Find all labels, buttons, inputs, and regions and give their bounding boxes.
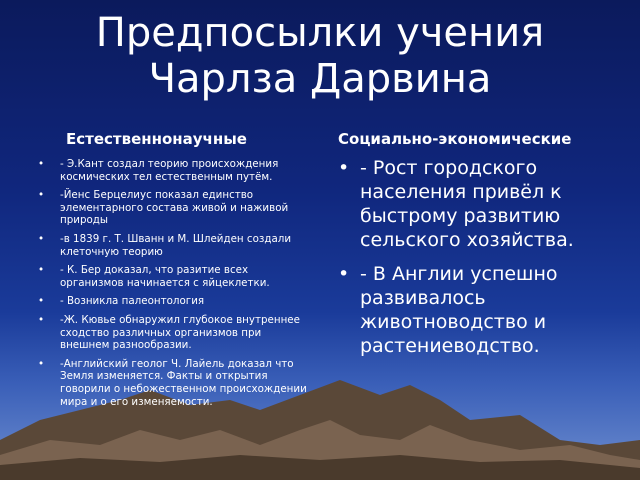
left-bullet-list — [38, 158, 313, 414]
left-column-heading: Естественнонаучные — [66, 130, 247, 148]
list-item-text: - Возникла палеонтология — [60, 295, 205, 308]
right-column-heading: Социально-экономические — [338, 130, 572, 148]
list-item-text: -в 1839 г. Т. Шванн и М. Шлейден создали клеточную теорию — [60, 232, 292, 258]
list-item — [338, 262, 628, 358]
bullet-icon: • — [38, 189, 45, 202]
bullet-icon: • — [38, 295, 45, 308]
list-item — [38, 158, 313, 183]
list-item-text: -Ж. Кювье обнаружил глубокое внутреннее сходство различных организмов при внешнем разнообразии. — [60, 313, 300, 352]
title-line-1: Предпосылки учения — [95, 10, 545, 56]
list-item — [38, 314, 313, 352]
list-item-text: - Рост городского населения привёл к быстрому развитию сельского хозяйства. — [360, 157, 574, 251]
bullet-icon: • — [338, 157, 350, 179]
list-item — [38, 233, 313, 258]
bullet-icon: • — [38, 158, 45, 170]
right-bullet-list — [338, 156, 628, 368]
bullet-icon: • — [38, 264, 45, 277]
list-item — [38, 189, 313, 227]
bullet-icon: • — [38, 357, 45, 370]
list-item — [38, 295, 313, 308]
list-item — [38, 358, 313, 408]
list-item — [338, 156, 628, 252]
bullet-icon: • — [38, 313, 45, 326]
list-item-text: -Йенс Берцелиус показал единство элементарного состава живой и наживой природы — [60, 189, 289, 227]
list-item-text: -Английский геолог Ч. Лайель доказал что Земля изменяется. Факты и открытия говорили о небожественном происхождении мира и о его изменяемости. — [60, 357, 307, 408]
title-line-2: Чарлза Дарвина — [148, 56, 492, 102]
list-item-text: - Э.Кант создал теорию происхождения космических тел естественным путём. — [60, 158, 279, 183]
list-item-text: - В Англии успешно развивалось животноводство и растениеводство. — [360, 263, 558, 357]
list-item — [38, 264, 313, 289]
bullet-icon: • — [338, 263, 350, 285]
slide-title — [0, 10, 640, 102]
list-item-text: - К. Бер доказал, что разитие всех организмов начинается с яйцеклетки. — [60, 264, 270, 289]
bullet-icon: • — [38, 232, 45, 245]
